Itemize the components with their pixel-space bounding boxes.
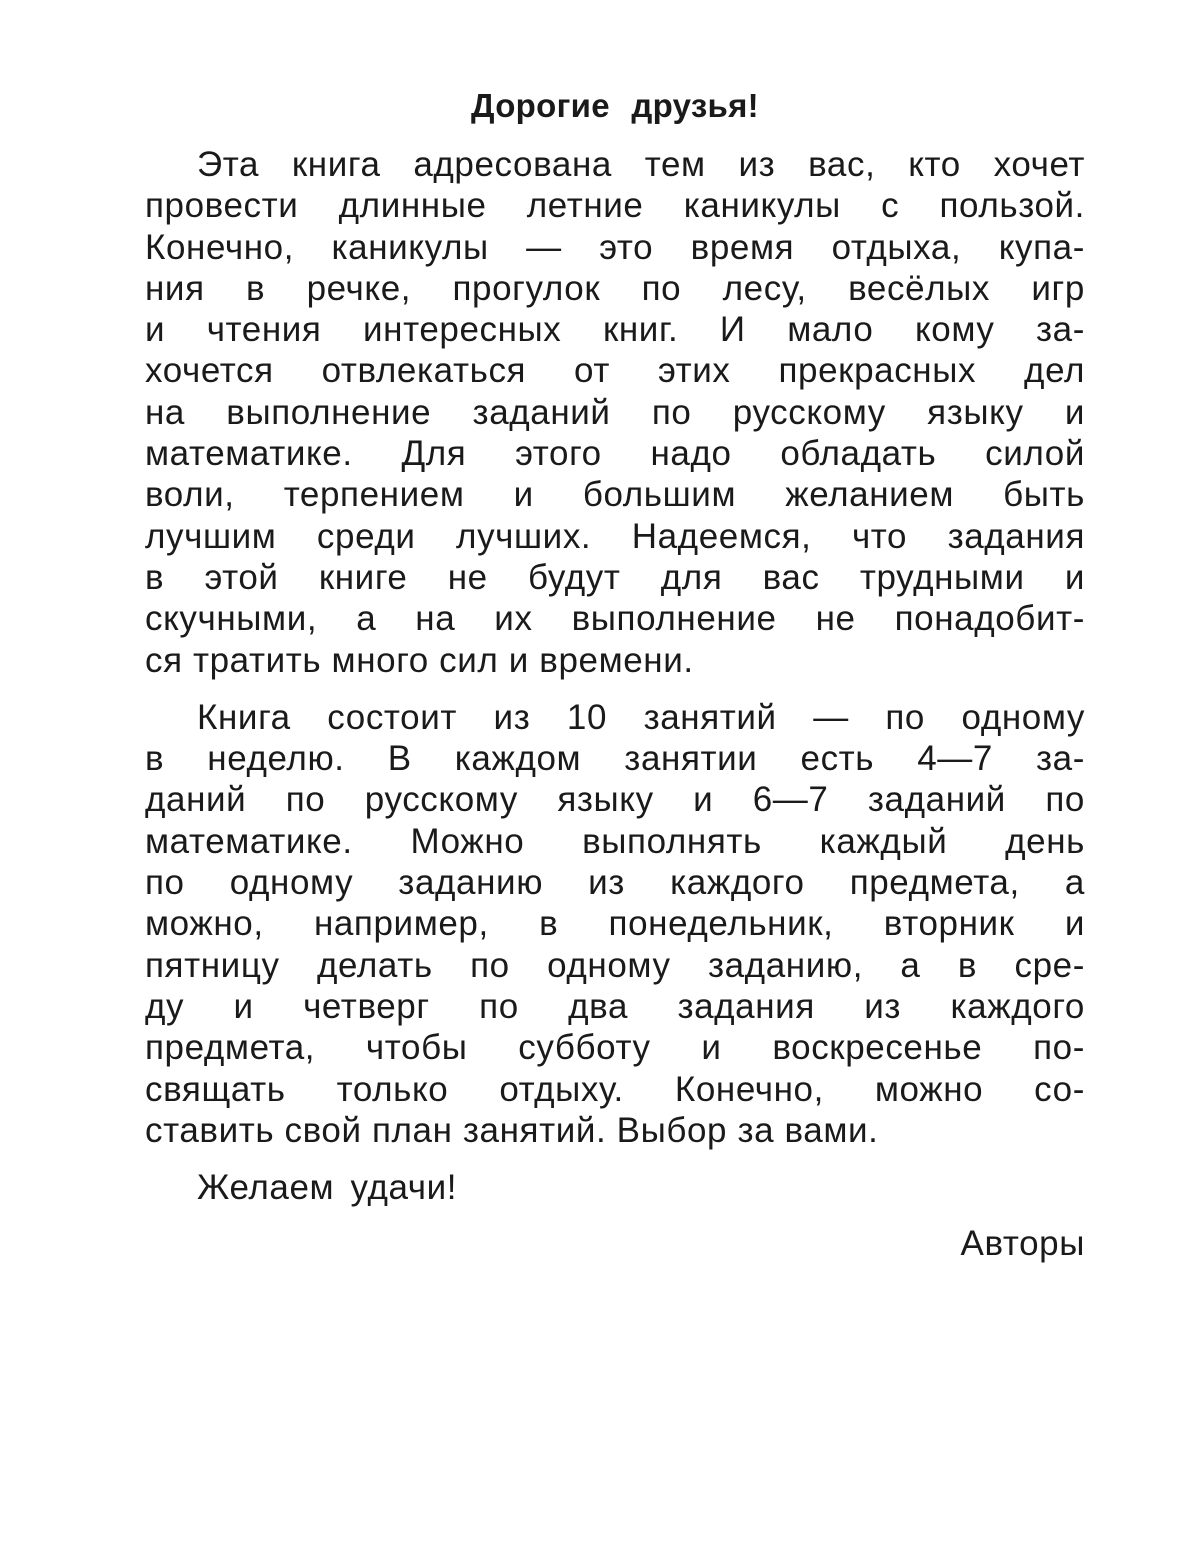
paragraph-spacer	[145, 681, 1085, 697]
text-line: можно, например, в понедельник, вторник и	[145, 904, 1085, 944]
text-line: математике. Для этого надо обладать силой	[145, 434, 1085, 474]
paragraph-plan	[145, 697, 1085, 1151]
text-line: Эта книга адресована тем из вас, кто хочет	[197, 145, 1085, 184]
text-line: ния в речке, прогулок по лесу, весёлых игр	[145, 268, 1085, 308]
text-line: скучными, а на их выполнение не понадобит-	[145, 599, 1085, 639]
text-line: предмета, чтобы субботу и воскресенье по-	[145, 1028, 1085, 1068]
text-line: и чтения интересных книг. И мало кому за-	[145, 310, 1085, 350]
text-line: пятницу делать по одному заданию, а в сре-	[145, 945, 1085, 985]
text-line: лучшим среди лучших. Надеемся, что задания	[145, 516, 1085, 556]
page-title: Дорогие друзья!	[471, 87, 759, 124]
signature: Авторы	[960, 1224, 1085, 1264]
text-line: математике. Можно выполнять каждый день	[145, 821, 1085, 861]
text-line: Книга состоит из 10 занятий — по одному	[197, 697, 1085, 737]
text-line: в этой книге не будут для вас трудными и	[145, 557, 1085, 597]
text-line: на выполнение заданий по русскому языку и	[145, 392, 1085, 432]
paragraph-intro	[145, 144, 1085, 681]
text-line: даний по русскому языку и 6—7 заданий по	[145, 780, 1085, 820]
text-line: в неделю. В каждом занятии есть 4—7 за-	[145, 739, 1085, 779]
text-line: ставить свой план занятий. Выбор за вами.	[145, 1110, 879, 1150]
text-line: провести длинные летние каникулы с пользой.	[145, 186, 1085, 226]
closing-wish: Желаем удачи!	[197, 1168, 458, 1208]
text-line: ся тратить много сил и времени.	[145, 640, 694, 680]
text-line: хочется отвлекаться от этих прекрасных дел	[145, 351, 1085, 391]
document-page	[145, 80, 1085, 1265]
paragraph-spacer	[145, 1151, 1085, 1167]
text-line: Конечно, каникулы — это время отдыха, купа-	[145, 227, 1085, 267]
text-line: свящать только отдыху. Конечно, можно со-	[145, 1069, 1085, 1109]
text-line: ду и четверг по два задания из каждого	[145, 986, 1085, 1026]
text-line: по одному заданию из каждого предмета, а	[145, 863, 1085, 903]
text-line: воли, терпением и большим желанием быть	[145, 475, 1085, 515]
